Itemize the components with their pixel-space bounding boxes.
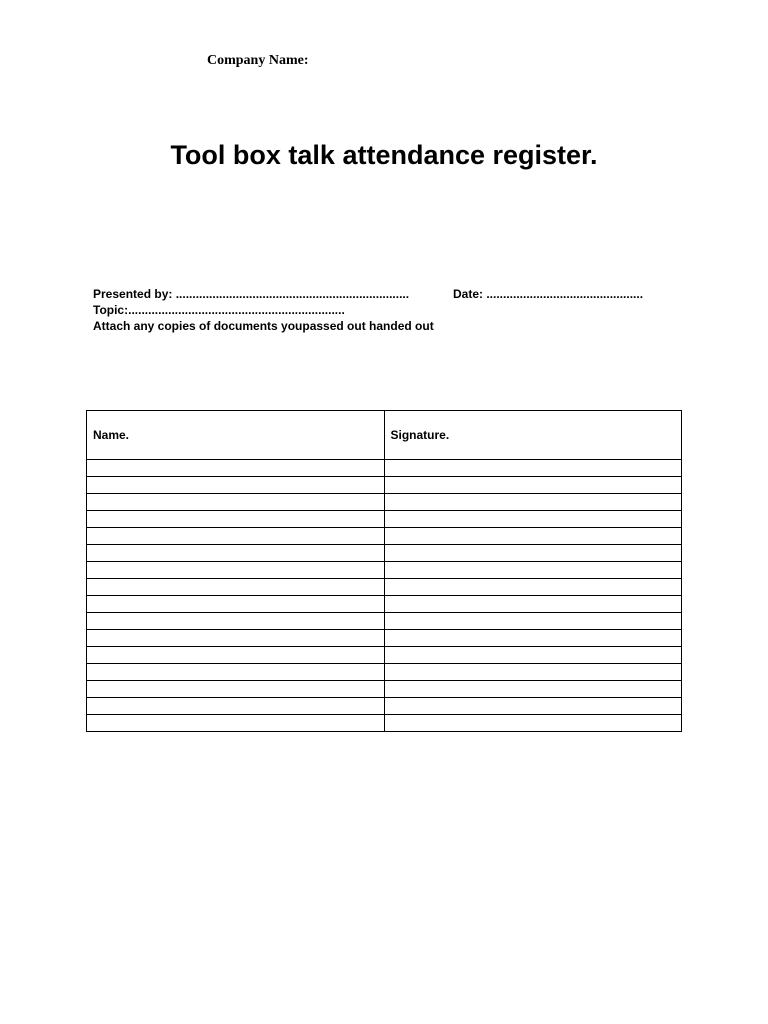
signature-cell[interactable] xyxy=(384,545,682,562)
table-row xyxy=(87,511,682,528)
table-row xyxy=(87,647,682,664)
table-row xyxy=(87,664,682,681)
column-header-signature: Signature. xyxy=(384,411,682,460)
signature-cell[interactable] xyxy=(384,494,682,511)
name-cell[interactable] xyxy=(87,511,385,528)
signature-cell[interactable] xyxy=(384,511,682,528)
date-field: Date: ............................................... xyxy=(453,287,644,301)
name-cell[interactable] xyxy=(87,681,385,698)
signature-cell[interactable] xyxy=(384,477,682,494)
company-name-label: Company Name: xyxy=(207,53,309,68)
table-row xyxy=(87,579,682,596)
signature-cell[interactable] xyxy=(384,460,682,477)
signature-cell[interactable] xyxy=(384,630,682,647)
topic-field: Topic:................................................................. xyxy=(93,303,345,317)
signature-cell[interactable] xyxy=(384,596,682,613)
table-row xyxy=(87,681,682,698)
attendance-table xyxy=(86,410,682,732)
table-row xyxy=(87,698,682,715)
table-row xyxy=(87,715,682,732)
name-cell[interactable] xyxy=(87,596,385,613)
name-cell[interactable] xyxy=(87,630,385,647)
table-row xyxy=(87,613,682,630)
name-cell[interactable] xyxy=(87,715,385,732)
name-cell[interactable] xyxy=(87,664,385,681)
table-header-row xyxy=(87,411,682,460)
table-row xyxy=(87,630,682,647)
table-row xyxy=(87,545,682,562)
table-row xyxy=(87,494,682,511)
name-cell[interactable] xyxy=(87,698,385,715)
signature-cell[interactable] xyxy=(384,562,682,579)
signature-cell[interactable] xyxy=(384,664,682,681)
signature-cell[interactable] xyxy=(384,681,682,698)
signature-cell[interactable] xyxy=(384,647,682,664)
name-cell[interactable] xyxy=(87,494,385,511)
presented-by-field: Presented by: ...................................................................... xyxy=(93,287,410,301)
name-cell[interactable] xyxy=(87,647,385,664)
name-cell[interactable] xyxy=(87,545,385,562)
attendance-rows xyxy=(87,460,682,732)
table-row xyxy=(87,460,682,477)
attach-note: Attach any copies of documents youpassed out handed out xyxy=(93,319,434,333)
signature-cell[interactable] xyxy=(384,528,682,545)
table-row xyxy=(87,596,682,613)
table-row xyxy=(87,477,682,494)
name-cell[interactable] xyxy=(87,460,385,477)
table-row xyxy=(87,562,682,579)
name-cell[interactable] xyxy=(87,562,385,579)
page-title: Tool box talk attendance register. xyxy=(170,140,598,170)
name-cell[interactable] xyxy=(87,528,385,545)
signature-cell[interactable] xyxy=(384,698,682,715)
signature-cell[interactable] xyxy=(384,613,682,630)
signature-cell[interactable] xyxy=(384,579,682,596)
name-cell[interactable] xyxy=(87,579,385,596)
name-cell[interactable] xyxy=(87,613,385,630)
table-row xyxy=(87,528,682,545)
signature-cell[interactable] xyxy=(384,715,682,732)
name-cell[interactable] xyxy=(87,477,385,494)
column-header-name: Name. xyxy=(87,411,385,460)
